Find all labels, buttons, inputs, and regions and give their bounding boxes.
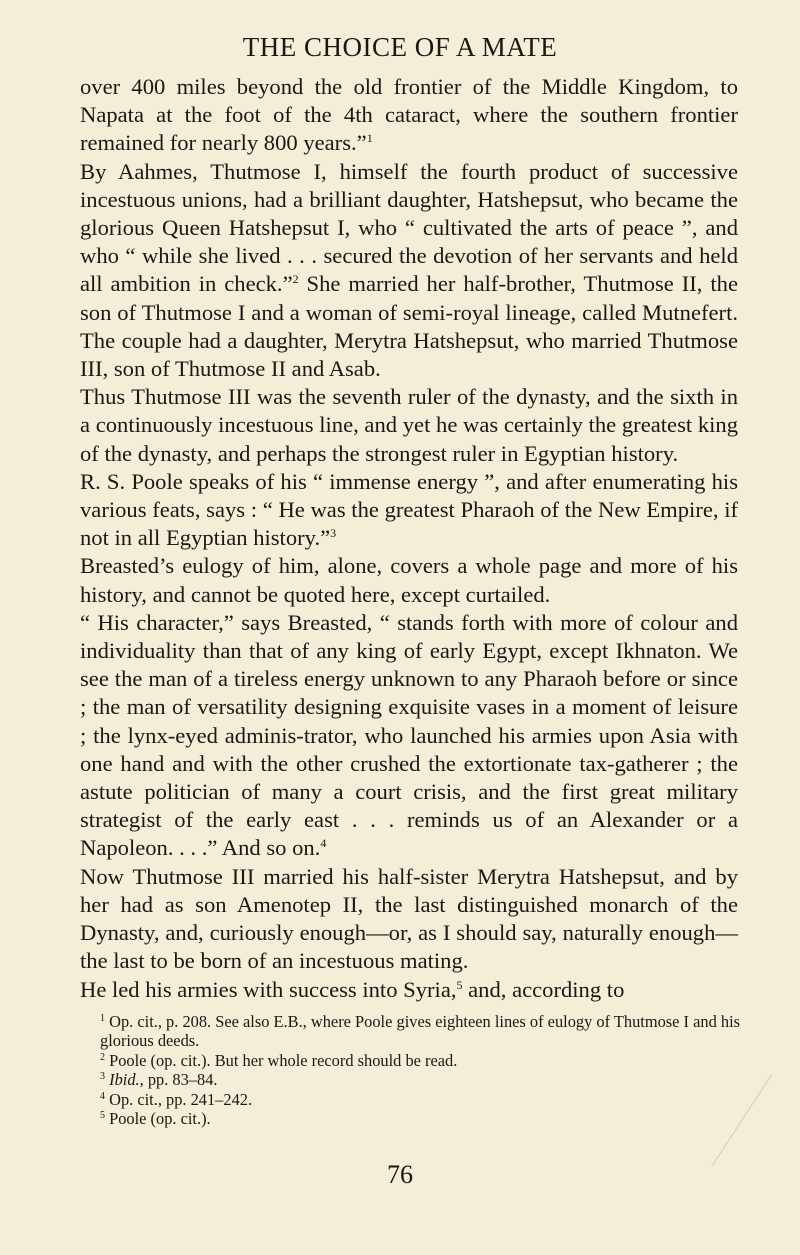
running-head: THE CHOICE OF A MATE <box>242 32 558 62</box>
footnote-text: Ibid., pp. 83–84. <box>109 1070 218 1090</box>
footnote-number: 4 <box>100 1090 105 1102</box>
footnote-text: Op. cit., pp. 241–242. <box>109 1089 253 1109</box>
page-number: 76 <box>387 1160 413 1189</box>
paragraph <box>80 383 738 468</box>
footnote-number: 3 <box>100 1071 105 1083</box>
footnote-ref: 4 <box>320 836 327 851</box>
paragraph <box>80 73 738 158</box>
footnote-text: Poole (op. cit.). But her whole record should be read. <box>109 1050 458 1070</box>
page-scratch-mark <box>698 1070 778 1170</box>
footnote-ref: 1 <box>366 131 373 146</box>
paragraph-text: By Aahmes, Thutmose I, himself the fourth product of successive incestuous unions, had a brilliant daughter, Hatshepsut, who became the glorious Queen Hatshepsut I, who “ cultivated the arts of peace ”, and who “ while she lived . . . secured the devotion of her servants and held all ambition in check.” <box>80 158 738 297</box>
paragraph <box>80 609 738 863</box>
footnote-number: 2 <box>100 1051 105 1063</box>
paragraph-text: Now Thutmose III married his half-sister Merytra Hatshepsut, and by her had as son Amenotep II, the last distinguished monarch of the Dynasty, and, curiously enough—or, as I should say, naturally enough—the last to be born of an incestuous mating. <box>80 863 738 974</box>
paragraph <box>80 468 738 553</box>
paragraph <box>80 158 738 384</box>
paragraph-text: “ His character,” says Breasted, “ stands forth with more of colour and individuality than that of any king of early Egypt, except Ikhnaton. We see the man of a tireless energy unknown to any Pharaoh before or since ; the man of versatility designing exquisite vases in a moment of leisure ; the lynx-eyed adminis-trator, who launched his armies upon Asia with one hand and with the other crushed the extortionate tax-gatherer ; the astute politician of many a court crisis, and the first great military strategist of the early east . . . reminds us of an Alexander or a Napoleon. . . .” And so on. <box>80 609 738 861</box>
body-text <box>80 73 738 1004</box>
paragraph-text: Thus Thutmose III was the seventh ruler of the dynasty, and the sixth in a continuously incestuous line, and yet he was certainly the greatest king of the dynasty, and perhaps the strongest ruler in Egyptian history. <box>80 384 738 466</box>
paragraph-text: and, according to <box>462 976 625 1002</box>
footnote-text: Op. cit., p. 208. See also E.B., where Poole gives eighteen lines of eulogy of Thutmose I and his glorious deeds. <box>100 1012 740 1051</box>
ibid-italic: Ibid. <box>109 1070 140 1090</box>
footnote <box>80 1012 740 1051</box>
footnotes <box>80 1012 740 1128</box>
footnote-text: Poole (op. cit.). <box>109 1109 211 1129</box>
footnote <box>80 1070 740 1089</box>
paragraph <box>80 976 738 1004</box>
paragraph-text: He led his armies with success into Syria, <box>80 976 457 1002</box>
paragraph-text: She married her half-brother, Thutmose II, the son of Thutmose I and a woman of semi-royal lineage, called Mutnefert. The couple had a daughter, Merytra Hatshepsut, who married Thutmose III, son of Thutmose II and Asab. <box>80 271 738 382</box>
paragraph-text: R. S. Poole speaks of his “ immense energy ”, and after enumerating his various feats, says : “ He was the greatest Pharaoh of the New Empire, if not in all Egyptian history.” <box>80 468 738 551</box>
footnote-ref: 2 <box>292 272 299 287</box>
footnote <box>80 1051 740 1070</box>
footnote-number: 1 <box>100 1013 105 1024</box>
paragraph <box>80 552 738 608</box>
footnote-number: 5 <box>100 1110 105 1122</box>
footnote-ref: 3 <box>330 526 337 541</box>
footnote <box>80 1109 740 1128</box>
paragraph-text: Breasted’s eulogy of him, alone, covers a whole page and more of his history, and cannot be quoted here, except curtailed. <box>80 553 738 607</box>
paragraph <box>80 863 738 976</box>
footnote <box>80 1090 740 1109</box>
footnote-ref: 5 <box>456 977 463 992</box>
paragraph-text: over 400 miles beyond the old frontier of the Middle Kingdom, to Napata at the foot of the 4th cataract, where the southern frontier remained for nearly 800 years.” <box>80 74 738 156</box>
